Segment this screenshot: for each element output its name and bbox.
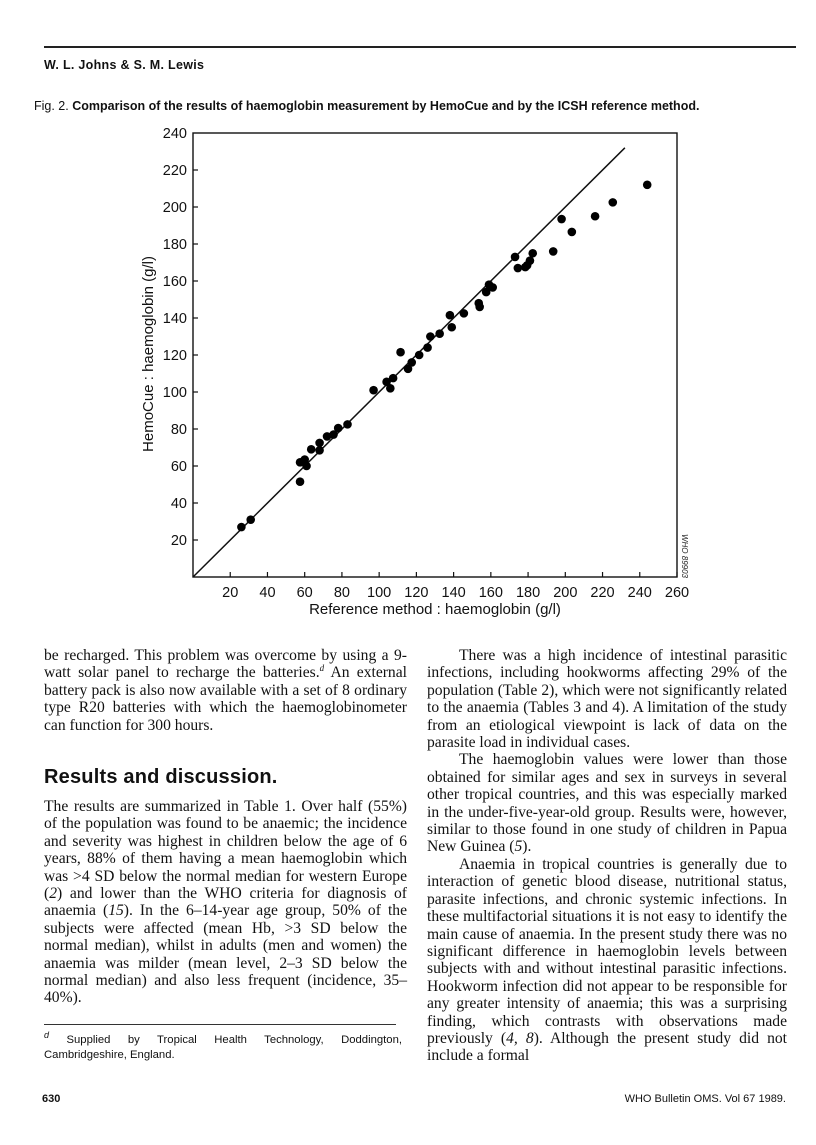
- text-span: ) and lower than the WHO criteria for diagnosis of anaemia (: [44, 885, 407, 920]
- text-span: The haemoglobin values were lower than those obtained for similar ages and sex in surveys in several other tropical countries, and this was especially marked in the under-five-year-old group. Results were, however, similar to those found in one study of children in Papua New Guinea (: [427, 751, 787, 856]
- data-point: [369, 386, 378, 395]
- x-tick-label: 200: [553, 585, 578, 601]
- data-point: [246, 515, 255, 524]
- page-number: 630: [42, 1093, 61, 1105]
- text-span: ).: [522, 838, 532, 856]
- data-point: [608, 198, 617, 207]
- y-tick-label: 200: [162, 200, 187, 216]
- data-point: [528, 249, 537, 258]
- data-point: [643, 181, 652, 190]
- data-point: [591, 212, 600, 221]
- data-point: [315, 446, 324, 455]
- paragraph-haemoglobin-values: [427, 751, 787, 855]
- y-tick-label: 100: [162, 385, 187, 401]
- figure-code: WHO 89903: [680, 533, 689, 578]
- paragraph-results: [44, 798, 407, 1007]
- journal-citation: WHO Bulletin OMS. Vol 67 1989.: [624, 1093, 786, 1105]
- x-tick-label: 120: [404, 585, 429, 601]
- figure-label: Fig. 2.: [34, 99, 69, 113]
- x-axis-label: Reference method : haemoglobin (g/l): [309, 601, 561, 618]
- text-span: be recharged. This problem was overcome by using a 9-watt solar panel to recharge the batteries.: [44, 647, 407, 682]
- data-point: [415, 351, 424, 360]
- footnote: [44, 1030, 402, 1063]
- data-point: [307, 445, 316, 454]
- right-column: [427, 647, 787, 1065]
- data-point: [488, 283, 497, 292]
- data-point: [475, 303, 484, 312]
- data-point: [302, 462, 311, 471]
- data-point: [435, 329, 444, 338]
- y-tick-label: 240: [162, 126, 187, 142]
- citation: 4, 8: [506, 1029, 534, 1047]
- section-heading: Results and discussion.: [44, 766, 278, 788]
- x-tick-label: 100: [367, 585, 392, 601]
- data-point: [460, 309, 469, 318]
- text-span: ). Although the present study did not include a formal: [427, 1029, 787, 1065]
- data-point: [296, 477, 305, 486]
- data-point: [343, 420, 352, 429]
- y-tick-label: 180: [162, 237, 187, 253]
- data-point: [237, 523, 246, 532]
- data-point: [389, 374, 398, 383]
- data-point: [549, 247, 558, 256]
- data-point: [386, 384, 395, 393]
- y-tick-label: 140: [162, 311, 187, 327]
- y-tick-label: 40: [170, 496, 187, 512]
- y-tick-label: 220: [162, 163, 187, 179]
- citation: 15: [108, 902, 124, 920]
- x-tick-label: 140: [441, 585, 466, 601]
- data-point: [407, 358, 416, 367]
- data-point: [426, 332, 435, 341]
- figure-caption-text: Comparison of the results of haemoglobin measurement by HemoCue and by the ICSH reference method.: [72, 99, 700, 113]
- data-points: [237, 181, 651, 532]
- x-tick-label: 240: [627, 585, 652, 601]
- footnote-marker: d: [319, 663, 325, 674]
- footnote-marker: d: [44, 1030, 50, 1041]
- running-head-authors: W. L. Johns & S. M. Lewis: [44, 58, 205, 72]
- paragraph-parasites: There was a high incidence of intestinal parasitic infections, including hookworms affecting 29% of the population (Table 2), which were not significantly related to the anaemia (Tables 3 and 4). A limitation of the study from an etiological viewpoint is lack of data on the parasite load in individual cases.: [427, 647, 787, 752]
- x-tick-label: 220: [590, 585, 615, 601]
- footnote-rule: [44, 1024, 396, 1025]
- data-point: [446, 311, 455, 320]
- data-point: [334, 424, 343, 433]
- y-tick-label: 80: [170, 422, 187, 438]
- text-span: An external battery pack is also now available with a set of 8 ordinary type R20 batteries with which the haemoglobinometer can function for 300 hours.: [44, 664, 407, 734]
- footnote-text: Supplied by Tropical Health Technology, Doddington, Cambridgeshire, England.: [44, 1034, 402, 1061]
- data-point: [447, 323, 456, 332]
- data-point: [557, 215, 566, 224]
- y-axis-label: HemoCue : haemoglobin (g/l): [140, 256, 157, 452]
- x-tick-label: 80: [333, 585, 350, 601]
- data-point: [423, 343, 432, 352]
- left-column-top: [44, 647, 407, 734]
- y-tick-label: 160: [162, 274, 187, 290]
- citation: 2: [49, 885, 57, 903]
- text-span: The results are summarized in Table 1. Over half (55%) of the population was found to be anaemic; the incidence and severity was highest in children below the age of 6 years, 88% of them having a mean haemoglobin which was >4 SD below the normal median for western Europe (: [44, 798, 407, 903]
- data-point: [526, 256, 535, 265]
- data-point: [511, 253, 520, 262]
- x-tick-label: 20: [222, 585, 239, 601]
- y-tick-label: 120: [162, 348, 187, 364]
- text-span: ). In the 6–14-year age group, 50% of the subjects were affected (mean Hb, >3 SD below the normal median), whilst in adults (men and women) the anaemia was milder (mean level, 2–3 SD below the normal median) and also less frequent (incidence, 35–40%).: [44, 902, 407, 1007]
- x-tick-label: 180: [515, 585, 541, 601]
- y-tick-label: 20: [170, 533, 187, 549]
- text-span: Anaemia in tropical countries is generally due to interaction of genetic blood disease, nutritional status, parasite infections, and chronic systemic infections. In these multifactorial situations it is not easy to identify the main cause of anaemia. In the present study there was no significant difference in haemoglobin levels between subjects with and without intestinal parasitic infections. Hookworm infection did not appear to be responsible for any greater intensity of anaemia; this was a surprising finding, which contrasts with observations made previously (: [427, 855, 787, 1047]
- data-point: [396, 348, 405, 357]
- citation: 5: [514, 838, 523, 856]
- y-tick-label: 60: [170, 459, 187, 475]
- x-tick-label: 260: [664, 585, 690, 601]
- x-tick-label: 60: [296, 585, 313, 601]
- paragraph-power-supply: [44, 647, 407, 734]
- data-point: [315, 439, 324, 448]
- data-point: [514, 264, 523, 273]
- x-tick-label: 40: [259, 585, 276, 601]
- plot-border: [193, 133, 677, 577]
- data-point: [568, 228, 577, 237]
- plot-frame: [193, 133, 677, 577]
- paragraph-anaemia-causes: [427, 856, 787, 1065]
- x-tick-label: 160: [478, 585, 503, 601]
